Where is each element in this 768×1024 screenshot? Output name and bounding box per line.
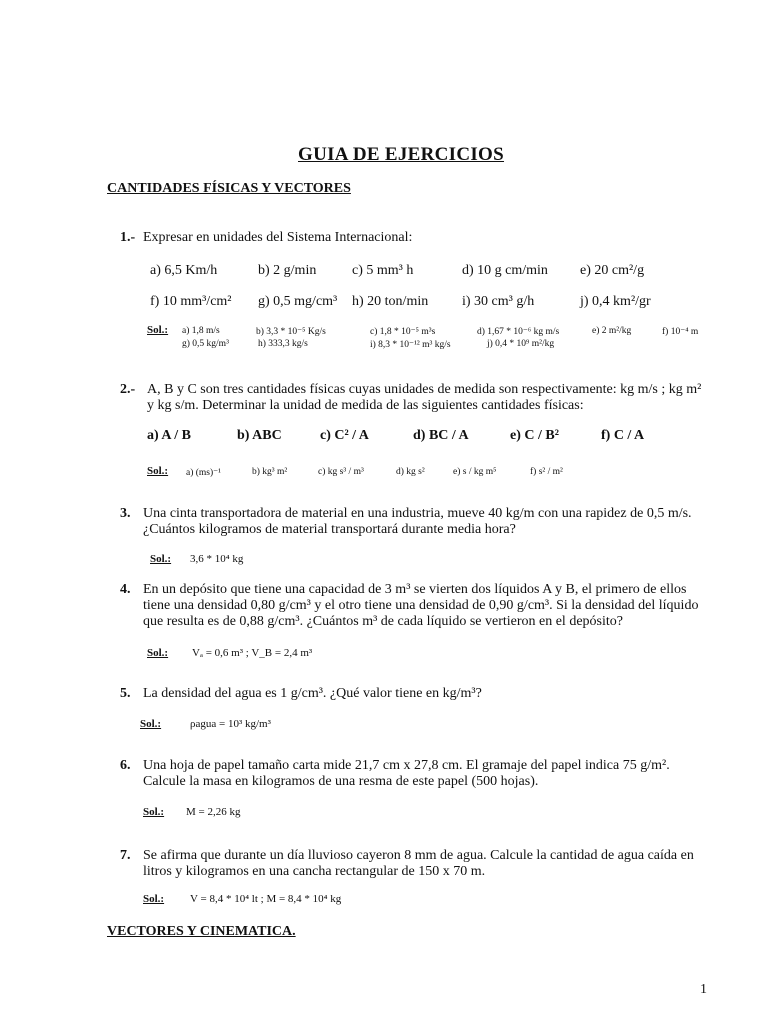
q1-option-d: d) 10 g cm/min: [462, 263, 548, 278]
q2-solution-f: f) s² / m²: [530, 467, 563, 477]
q2-option-a: a) A / B: [147, 428, 191, 443]
question-1-text: Expresar en unidades del Sistema Internacional:: [143, 230, 413, 245]
q2-option-d: d) BC / A: [413, 428, 469, 443]
q1-option-b: b) 2 g/min: [258, 263, 317, 278]
question-5-number: 5.: [120, 686, 131, 701]
q1-option-c: c) 5 mm³ h: [352, 263, 414, 278]
question-7-line-1: Se afirma que durante un día lluvioso cayeron 8 mm de agua. Calcule la cantidad de agua caída en: [143, 848, 694, 863]
question-3-line-2: ¿Cuántos kilogramos de material transportará durante media hora?: [143, 522, 516, 537]
q2-solution-c: c) kg s³ / m³: [318, 467, 364, 477]
q1-solution-a: a) 1,8 m/s: [182, 326, 220, 336]
q7-solution-label: Sol.:: [143, 893, 165, 905]
section-heading-physical-quantities: CANTIDADES FÍSICAS Y VECTORES: [107, 181, 351, 196]
q6-solution: M = 2,26 kg: [186, 806, 241, 818]
q1-option-g: g) 0,5 mg/cm³: [258, 294, 338, 309]
question-6-line-1: Una hoja de papel tamaño carta mide 21,7 cm x 27,8 cm. El gramaje del papel indica 75 g/m².: [143, 758, 670, 773]
question-1-number: 1.-: [120, 230, 136, 245]
q2-solution-a: a) (ms)⁻¹: [186, 468, 222, 478]
q2-solution-e: e) s / kg m⁵: [453, 467, 497, 477]
q1-solution-h: h) 333,3 kg/s: [258, 339, 308, 349]
question-3-number: 3.: [120, 506, 131, 521]
q2-option-f: f) C / A: [601, 428, 645, 443]
q4-solution: Vₐ = 0,6 m³ ; V_B = 2,4 m³: [192, 647, 313, 659]
question-2-number: 2.-: [120, 382, 136, 397]
q1-option-h: h) 20 ton/min: [352, 294, 429, 309]
page-title: GUIA DE EJERCICIOS: [298, 144, 505, 165]
q1-option-f: f) 10 mm³/cm²: [150, 294, 232, 309]
question-4-line-3: que resulta es de 0,88 g/cm³. ¿Cuántos m³ de cada líquido se vertieron en el depósito?: [143, 614, 623, 629]
q1-solution-f: f) 10⁻⁴ m: [662, 327, 699, 337]
question-2-line-2: y kg s/m. Determinar la unidad de medida de las siguientes cantidades físicas:: [147, 398, 584, 413]
q1-solution-i: i) 8,3 * 10⁻¹² m³ kg/s: [370, 340, 451, 350]
question-4-line-1: En un depósito que tiene una capacidad de 3 m³ se vierten dos líquidos A y B, el primero de ellos: [143, 582, 687, 597]
section-heading-vectors-kinematics: VECTORES Y CINEMATICA.: [107, 924, 296, 939]
q5-solution: ρagua = 10³ kg/m³: [190, 718, 271, 730]
q2-solution-d: d) kg s²: [396, 467, 425, 477]
question-2-line-1: A, B y C son tres cantidades físicas cuyas unidades de medida son respectivamente: kg m/s ; kg m²: [147, 382, 702, 397]
question-6-line-2: Calcule la masa en kilogramos de una resma de este papel (500 hojas).: [143, 774, 539, 789]
q1-option-a: a) 6,5 Km/h: [150, 263, 218, 278]
q1-solution-b: b) 3,3 * 10⁻⁵ Kg/s: [256, 327, 326, 337]
question-3-line-1: Una cinta transportadora de material en una industria, mueve 40 kg/m con una rapidez de 0,5 m/s.: [143, 506, 692, 521]
question-4-number: 4.: [120, 582, 131, 597]
q2-option-c: c) C² / A: [320, 428, 369, 443]
q1-solution-c: c) 1,8 * 10⁻⁵ m³s: [370, 327, 436, 337]
q1-solution-label: Sol.:: [147, 324, 169, 336]
question-7-number: 7.: [120, 848, 131, 863]
question-5-line-1: La densidad del agua es 1 g/cm³. ¿Qué valor tiene en kg/m³?: [143, 686, 482, 701]
q4-solution-label: Sol.:: [147, 647, 169, 659]
q1-option-e: e) 20 cm²/g: [580, 263, 645, 278]
q6-solution-label: Sol.:: [143, 806, 165, 818]
question-6-number: 6.: [120, 758, 131, 773]
q1-solution-g: g) 0,5 kg/m³: [182, 339, 229, 349]
question-4-line-2: tiene una densidad 0,80 g/cm³ y el otro tiene una densidad de 0,90 g/cm³. Si la densidad del líquido: [143, 598, 699, 613]
q1-solution-e: e) 2 m²/kg: [592, 326, 632, 336]
q5-solution-label: Sol.:: [140, 718, 162, 730]
page-number: 1: [700, 982, 707, 997]
q2-option-e: e) C / B²: [510, 428, 559, 443]
q3-solution-label: Sol.:: [150, 553, 172, 565]
question-7-line-2: litros y kilogramos en una cancha rectangular de 150 x 70 m.: [143, 864, 486, 879]
q1-option-j: j) 0,4 km²/gr: [580, 294, 651, 309]
q7-solution: V = 8,4 * 10⁴ lt ; M = 8,4 * 10⁴ kg: [190, 893, 342, 905]
q1-option-i: i) 30 cm³ g/h: [462, 294, 535, 309]
q3-solution: 3,6 * 10⁴ kg: [190, 553, 244, 565]
q2-solution-label: Sol.:: [147, 465, 169, 477]
q1-solution-d: d) 1,67 * 10⁻⁶ kg m/s: [477, 327, 560, 337]
q2-option-b: b) ABC: [237, 428, 282, 443]
q2-solution-b: b) kg³ m²: [252, 467, 288, 477]
q1-solution-j: j) 0,4 * 10⁹ m²/kg: [487, 339, 555, 349]
